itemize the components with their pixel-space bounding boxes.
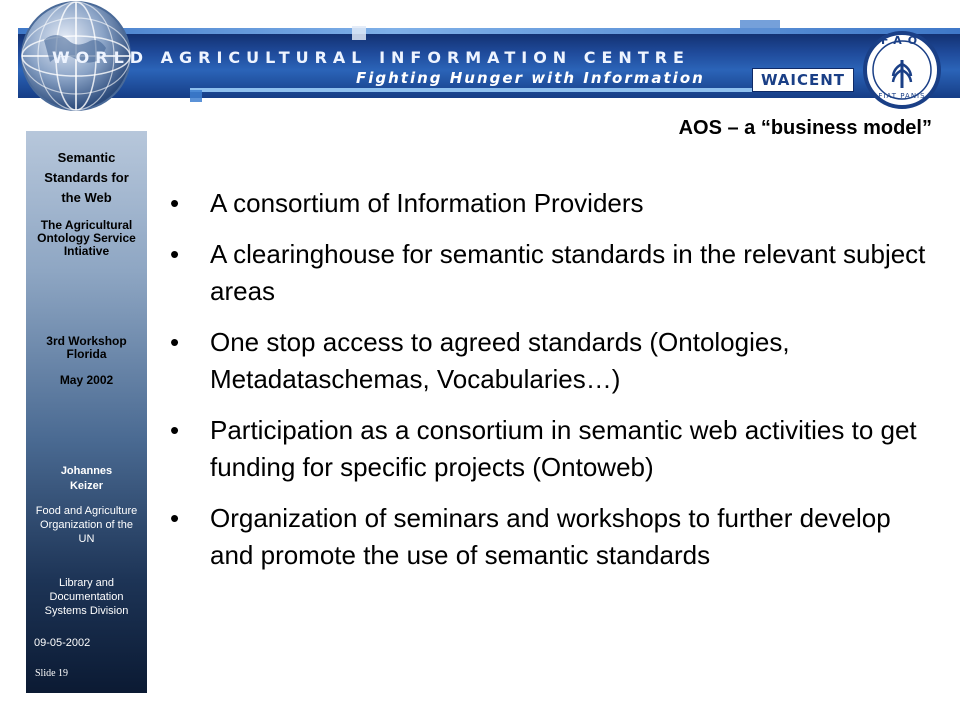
list-item bbox=[170, 324, 940, 398]
bullet-text: A clearinghouse for semantic standards in the relevant subject areas bbox=[210, 239, 926, 306]
bullet-text: Organization of seminars and workshops to further develop and promote the use of semantic standards bbox=[210, 503, 891, 570]
bullet-marker: • bbox=[170, 415, 180, 445]
banner-decor-square bbox=[740, 20, 780, 34]
list-item bbox=[170, 412, 940, 486]
waicent-logo: WAICENT bbox=[752, 68, 854, 92]
banner-decor-square bbox=[190, 90, 202, 102]
banner-title: WORLD AGRICULTURAL INFORMATION CENTRE bbox=[52, 48, 690, 67]
fao-logo-text: FAO bbox=[880, 34, 924, 47]
sidebar-initiative: The Agricultural Ontology Service Intiative bbox=[37, 218, 136, 258]
bullet-list bbox=[170, 185, 940, 588]
sidebar-date: May 2002 bbox=[59, 373, 114, 387]
bullet-text: Participation as a consortium in semantic web activities to get funding for specific projects (Ontoweb) bbox=[210, 415, 917, 482]
banner-decor-square bbox=[352, 26, 366, 40]
list-item bbox=[170, 236, 940, 310]
bullet-marker: • bbox=[170, 239, 180, 269]
slide-number: Slide 19 bbox=[35, 668, 69, 679]
list-item bbox=[170, 500, 940, 574]
bullet-text: A consortium of Information Providers bbox=[210, 188, 644, 218]
sidebar-author: Johannes Keizer bbox=[60, 465, 113, 492]
fao-motto: FIAT PANIS bbox=[878, 92, 926, 100]
bullet-marker: • bbox=[170, 188, 180, 218]
bullet-marker: • bbox=[170, 503, 180, 533]
list-item bbox=[170, 185, 940, 222]
banner-subtitle: Fighting Hunger with Information bbox=[356, 69, 705, 87]
header-banner bbox=[0, 0, 960, 118]
bullet-text: One stop access to agreed standards (Ontologies, Metadataschemas, Vocabularies…) bbox=[210, 327, 790, 394]
sidebar-slide-date: 09-05-2002 bbox=[34, 637, 91, 649]
sidebar-event: 3rd Workshop Florida bbox=[46, 334, 127, 361]
banner-accent-line bbox=[190, 88, 830, 92]
slide-title: AOS – a “business model” bbox=[678, 117, 932, 139]
sidebar-topic: Semantic Standards for the Web bbox=[44, 150, 129, 205]
sidebar-division: Library and Documentation Systems Division bbox=[44, 577, 129, 617]
bullet-marker: • bbox=[170, 327, 180, 357]
sidebar-organization: Food and Agriculture Organization of the UN bbox=[35, 505, 138, 545]
sidebar-panel bbox=[26, 131, 147, 693]
